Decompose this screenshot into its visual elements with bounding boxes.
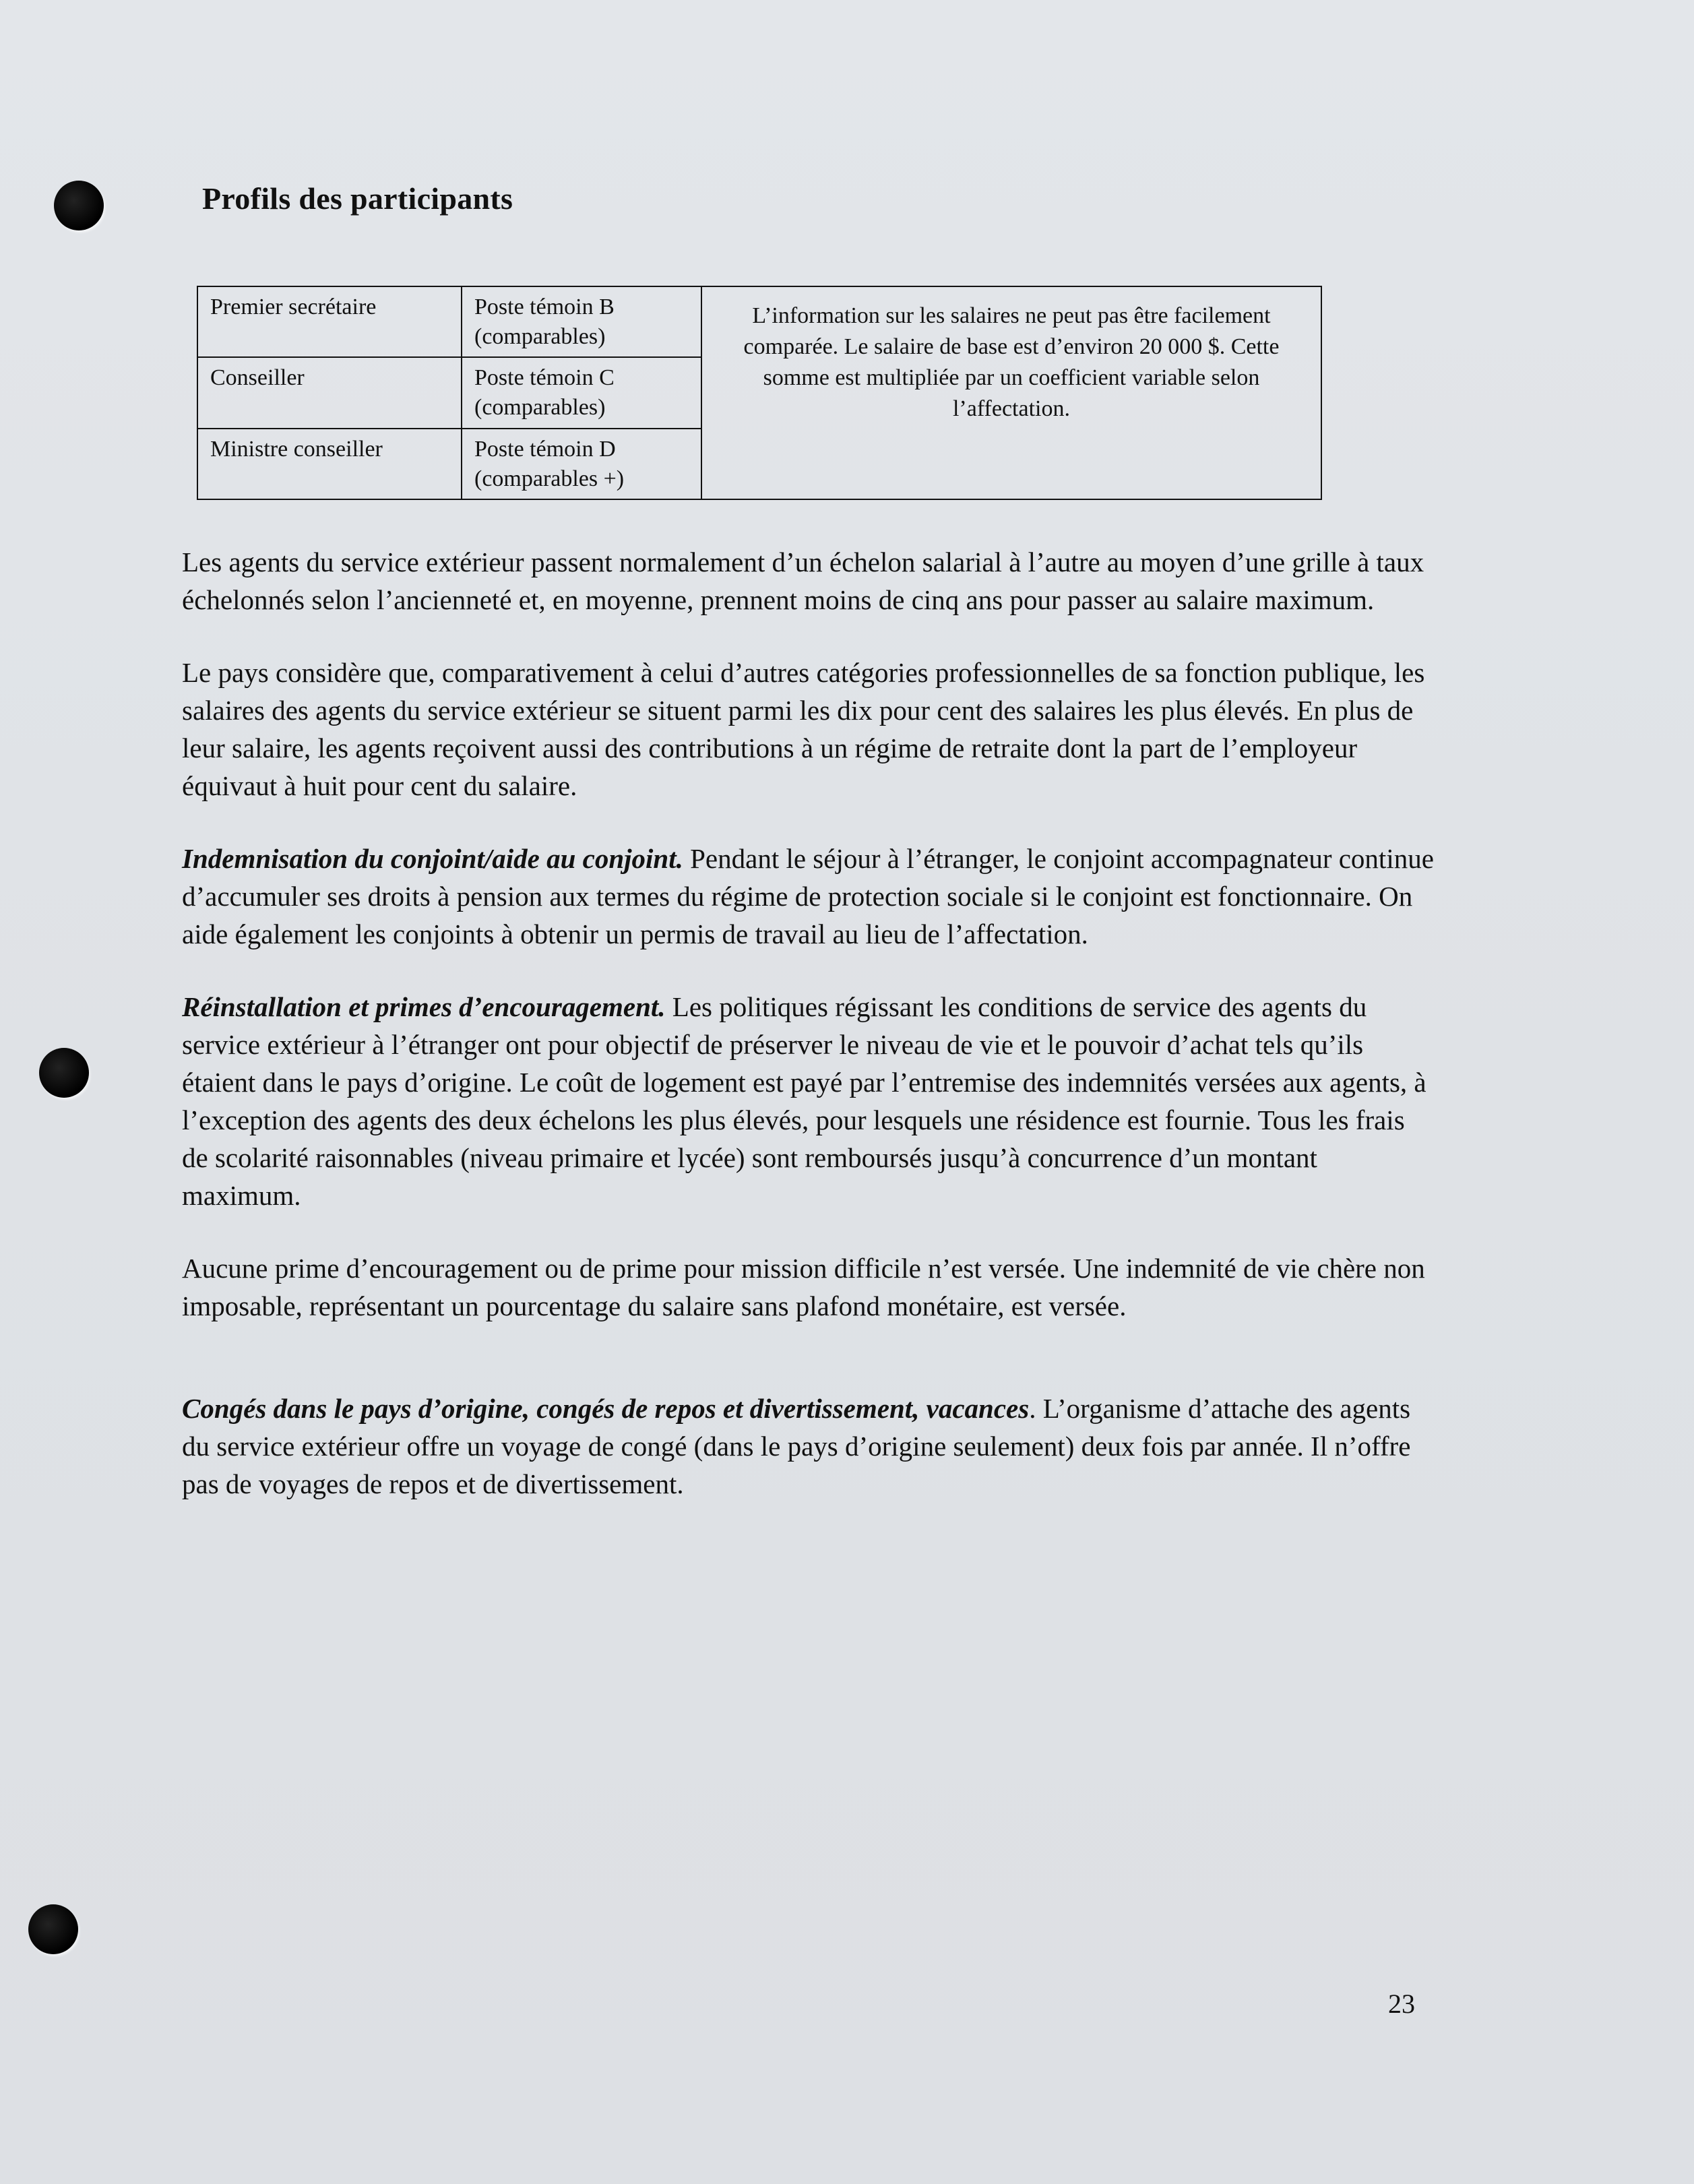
section-title: Profils des participants [202, 181, 513, 216]
paragraph-promotion: Les agents du service extérieur passent normalement d’un échelon salarial à l’autre au moyen d’une grille à taux échelonnés selon l’ancienneté et, en moyenne, prennent moins de cinq ans pour passer au salaire maximum. [182, 547, 1424, 615]
rank-cell: Ministre conseiller [197, 429, 462, 499]
body-text [182, 543, 1435, 1538]
paragraph-text: Pendant le séjour à l’étranger, le conjoint accompagnateur continue d’accumuler ses droits à pension aux termes du régime de protection sociale si le conjoint est fonctionnaire. On aide également les conjoints à obtenir un permis de travail au lieu de l’affectation. [182, 843, 1434, 949]
rank-cell: Premier secrétaire [197, 286, 462, 357]
salary-note-cell: L’information sur les salaires ne peut pas être facilement comparée. Le salaire de base est d’environ 20 000 $. Cette somme est multipliée par un coefficient variable selon l’affectation. [701, 286, 1321, 499]
punch-hole [28, 1904, 78, 1954]
paragraph-relocation [182, 988, 1435, 1214]
punch-hole [54, 181, 104, 230]
equivalent-cell: Poste témoin D (comparables +) [462, 429, 701, 499]
paragraph-heading: Réinstallation et primes d’encouragement. [182, 991, 666, 1022]
table-row [197, 286, 1321, 357]
paragraph-heading: Indemnisation du conjoint/aide au conjoint. [182, 843, 683, 874]
page-number: 23 [1388, 1989, 1415, 2019]
paragraph-leave [182, 1390, 1435, 1503]
paragraph-salary-comparison: Le pays considère que, comparativement à celui d’autres catégories professionnelles de sa fonction publique, les salaires des agents du service extérieur se situent parmi les dix pour cent des salaires les plus élevés. En plus de leur salaire, les agents reçoivent aussi des contributions à un régime de retraite dont la part de l’employeur équivaut à huit pour cent du salaire. [182, 657, 1425, 801]
paragraph-text: Les politiques régissant les conditions de service des agents du service extérieur à l’étranger ont pour objectif de préserver le niveau de vie et le pouvoir d’achat tels qu’ils étaient dans le pays d’origine. Le coût de logement est payé par l’entremise des indemnités versées aux agents, à l’exception des agents des deux échelons les plus élevés, pour lesquels une résidence est fournie. Tous les frais de scolarité raisonnables (niveau primaire et lycée) sont remboursés jusqu’à concurrence d’un montant maximum. [182, 991, 1426, 1211]
paragraph-spouse [182, 840, 1435, 953]
paragraph-incentives: Aucune prime d’encouragement ou de prime pour mission difficile n’est versée. Une indemnité de vie chère non imposable, représentant un pourcentage du salaire sans plafond monétaire, est versée. [182, 1253, 1425, 1321]
equivalent-cell: Poste témoin C (comparables) [462, 357, 701, 428]
punch-hole [39, 1048, 89, 1098]
paragraph-text: . L’organisme d’attache des agents du service extérieur offre un voyage de congé (dans le pays d’origine seulement) deux fois par année. Il n’offre pas de voyages de repos et de divertissement. [182, 1393, 1411, 1499]
rank-cell: Conseiller [197, 357, 462, 428]
paragraph-heading: Congés dans le pays d’origine, congés de repos et divertissement, vacances [182, 1393, 1030, 1424]
equivalent-cell: Poste témoin B (comparables) [462, 286, 701, 357]
profiles-table [197, 286, 1322, 500]
